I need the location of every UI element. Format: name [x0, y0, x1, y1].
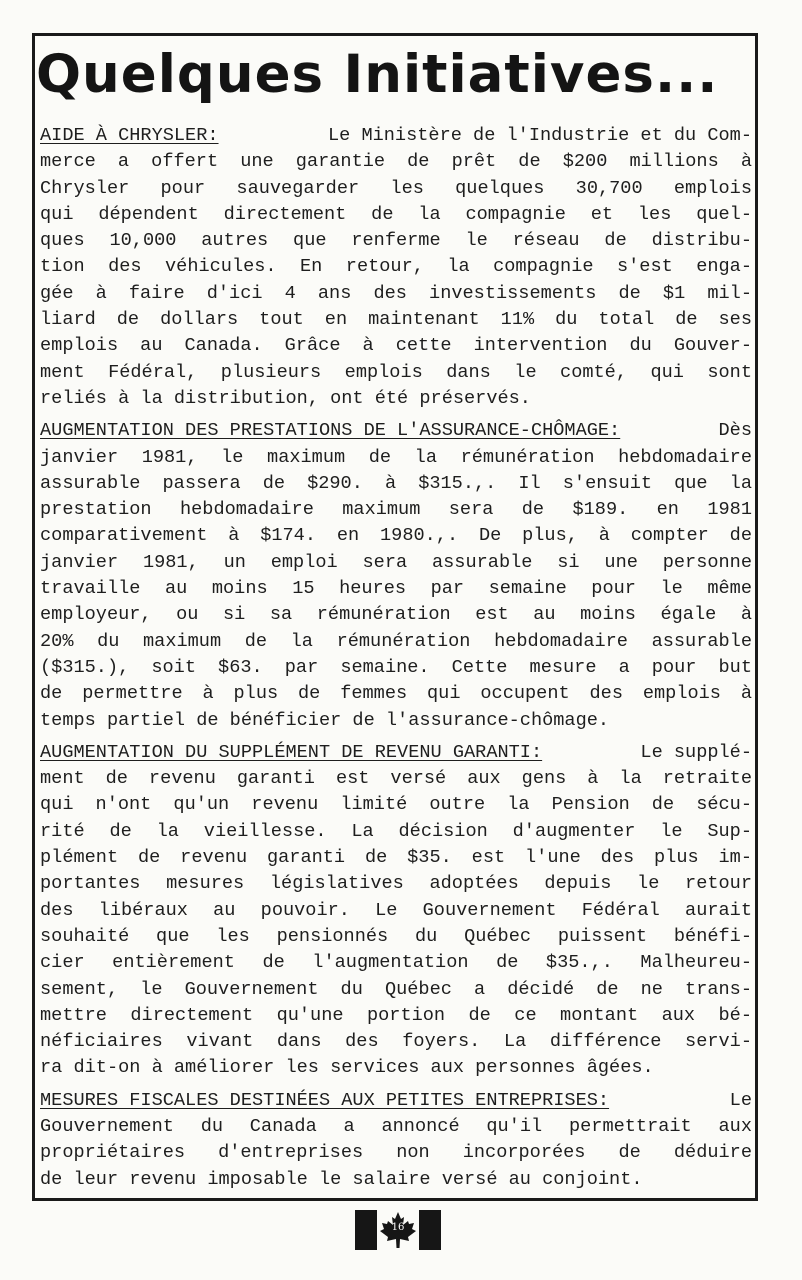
line-text: néficiaires vivant dans des foyers. La différence servi- [40, 1031, 752, 1053]
line-text: cier entièrement de l'augmentation de $35.,. Malheureu- [40, 952, 752, 974]
line-text: emplois au Canada. Grâce à cette intervention du Gouver- [40, 335, 752, 357]
text-line [40, 202, 752, 228]
section-heading: MESURES FISCALES DESTINÉES AUX PETITES ENTREPRISES: [40, 1089, 610, 1111]
line-text: janvier 1981, un emploi sera assurable si une personne [40, 551, 752, 573]
text-line [40, 149, 752, 175]
text-line [40, 471, 752, 497]
text-line [40, 1055, 752, 1081]
article-section [40, 740, 752, 1082]
line-text: ment de revenu garanti est versé aux gens à la retraite [40, 768, 752, 790]
line-text: ment Fédéral, plusieurs emplois dans le comté, qui sont [40, 361, 752, 383]
section-heading: AUGMENTATION DU SUPPLÉMENT DE REVENU GARANTI: [40, 741, 543, 763]
text-line [40, 950, 752, 976]
text-line [40, 228, 752, 254]
line-text: temps partiel de bénéficier de l'assurance-chômage. [40, 709, 610, 731]
text-line [40, 924, 752, 950]
section-first-line [40, 418, 752, 444]
text-line [40, 523, 752, 549]
text-line [40, 629, 752, 655]
line-text: merce a offert une garantie de prêt de $200 millions à [40, 151, 752, 173]
text-line [40, 977, 752, 1003]
section-lead-text: Le supplé- [640, 741, 752, 763]
article-section [40, 1088, 752, 1193]
section-first-line [40, 123, 752, 149]
line-text: janvier 1981, le maximum de la rémunération hebdomadaire [40, 446, 752, 468]
page-number: 16 [391, 1222, 405, 1233]
text-line [40, 307, 752, 333]
line-text: reliés à la distribution, ont été préservés. [40, 387, 531, 409]
text-line [40, 819, 752, 845]
section-lead-text: Dès [718, 420, 752, 442]
text-line [40, 254, 752, 280]
line-text: travaille au moins 15 heures par semaine pour le même [40, 578, 752, 600]
text-line [40, 871, 752, 897]
line-text: plément de revenu garanti de $35. est l'une des plus im- [40, 847, 752, 869]
article-section [40, 123, 752, 412]
line-text: souhaité que les pensionnés du Québec puissent bénéfi- [40, 925, 752, 947]
text-line [40, 766, 752, 792]
text-line [40, 576, 752, 602]
article-section [40, 418, 752, 734]
line-text: comparativement à $174. en 1980.,. De plus, à compter de [40, 525, 752, 547]
line-text: des libéraux au pouvoir. Le Gouvernement Fédéral aurait [40, 899, 752, 921]
line-text: qui dépendent directement de la compagnie et les quel- [40, 203, 752, 225]
line-text: Chrysler pour sauvegarder les quelques 30,700 emplois [40, 177, 752, 199]
text-line [40, 1003, 752, 1029]
text-line [40, 792, 752, 818]
text-line [40, 602, 752, 628]
text-line [40, 681, 752, 707]
text-line [40, 281, 752, 307]
section-first-line [40, 740, 752, 766]
text-line [40, 176, 752, 202]
line-text: employeur, ou si sa rémunération est au moins égale à [40, 604, 752, 626]
text-line [40, 550, 752, 576]
line-text: gée à faire d'ici 4 ans des investissements de $1 mil- [40, 282, 752, 304]
section-lead-text: Le [729, 1089, 752, 1111]
line-text: propriétaires d'entreprises non incorporées de déduire [40, 1142, 752, 1164]
page-title: Quelques Initiatives... [36, 44, 719, 105]
text-line [40, 333, 752, 359]
text-line [40, 845, 752, 871]
line-text: ($315.), soit $63. par semaine. Cette mesure a pour but [40, 656, 752, 678]
line-text: ques 10,000 autres que renferme le réseau de distribu- [40, 230, 752, 252]
section-first-line [40, 1088, 752, 1114]
line-text: portantes mesures législatives adoptées depuis le retour [40, 873, 752, 895]
line-text: sement, le Gouvernement du Québec a décidé de ne trans- [40, 978, 752, 1000]
line-text: 20% du maximum de la rémunération hebdomadaire assurable [40, 630, 752, 652]
text-line [40, 360, 752, 386]
text-line [40, 1029, 752, 1055]
flag-bar-right [419, 1210, 441, 1250]
section-heading: AUGMENTATION DES PRESTATIONS DE L'ASSURANCE-CHÔMAGE: [40, 420, 621, 442]
text-line [40, 655, 752, 681]
text-line [40, 1114, 752, 1140]
section-lead-text: Le Ministère de l'Industrie et du Com- [327, 125, 752, 146]
line-text: de permettre à plus de femmes qui occupent des emplois à [40, 683, 752, 705]
flag-center [377, 1210, 419, 1250]
text-line [40, 708, 752, 734]
line-text: liard de dollars tout en maintenant 11% du total de ses [40, 309, 752, 331]
line-text: prestation hebdomadaire maximum sera de $189. en 1981 [40, 499, 752, 521]
text-line [40, 445, 752, 471]
line-text: de leur revenu imposable le salaire versé au conjoint. [40, 1168, 643, 1190]
text-line [40, 386, 752, 412]
line-text: ra dit-on à améliorer les services aux personnes âgées. [40, 1057, 654, 1079]
line-text: qui n'ont qu'un revenu limité outre la Pension de sécu- [40, 794, 752, 816]
text-line [40, 497, 752, 523]
line-text: tion des véhicules. En retour, la compagnie s'est enga- [40, 256, 752, 278]
flag-bar-left [355, 1210, 377, 1250]
text-line [40, 1140, 752, 1166]
line-text: mettre directement qu'une portion de ce montant aux bé- [40, 1004, 752, 1026]
line-text: assurable passera de $290. à $315.,. Il s'ensuit que la [40, 472, 752, 494]
text-line [40, 898, 752, 924]
text-line [40, 1167, 752, 1193]
page-number-emblem [355, 1210, 441, 1250]
line-text: Gouvernement du Canada a annoncé qu'il permettrait aux [40, 1115, 752, 1137]
article-body [40, 123, 752, 1199]
line-text: rité de la vieillesse. La décision d'augmenter le Sup- [40, 820, 752, 842]
section-heading: AIDE À CHRYSLER: [40, 125, 219, 146]
